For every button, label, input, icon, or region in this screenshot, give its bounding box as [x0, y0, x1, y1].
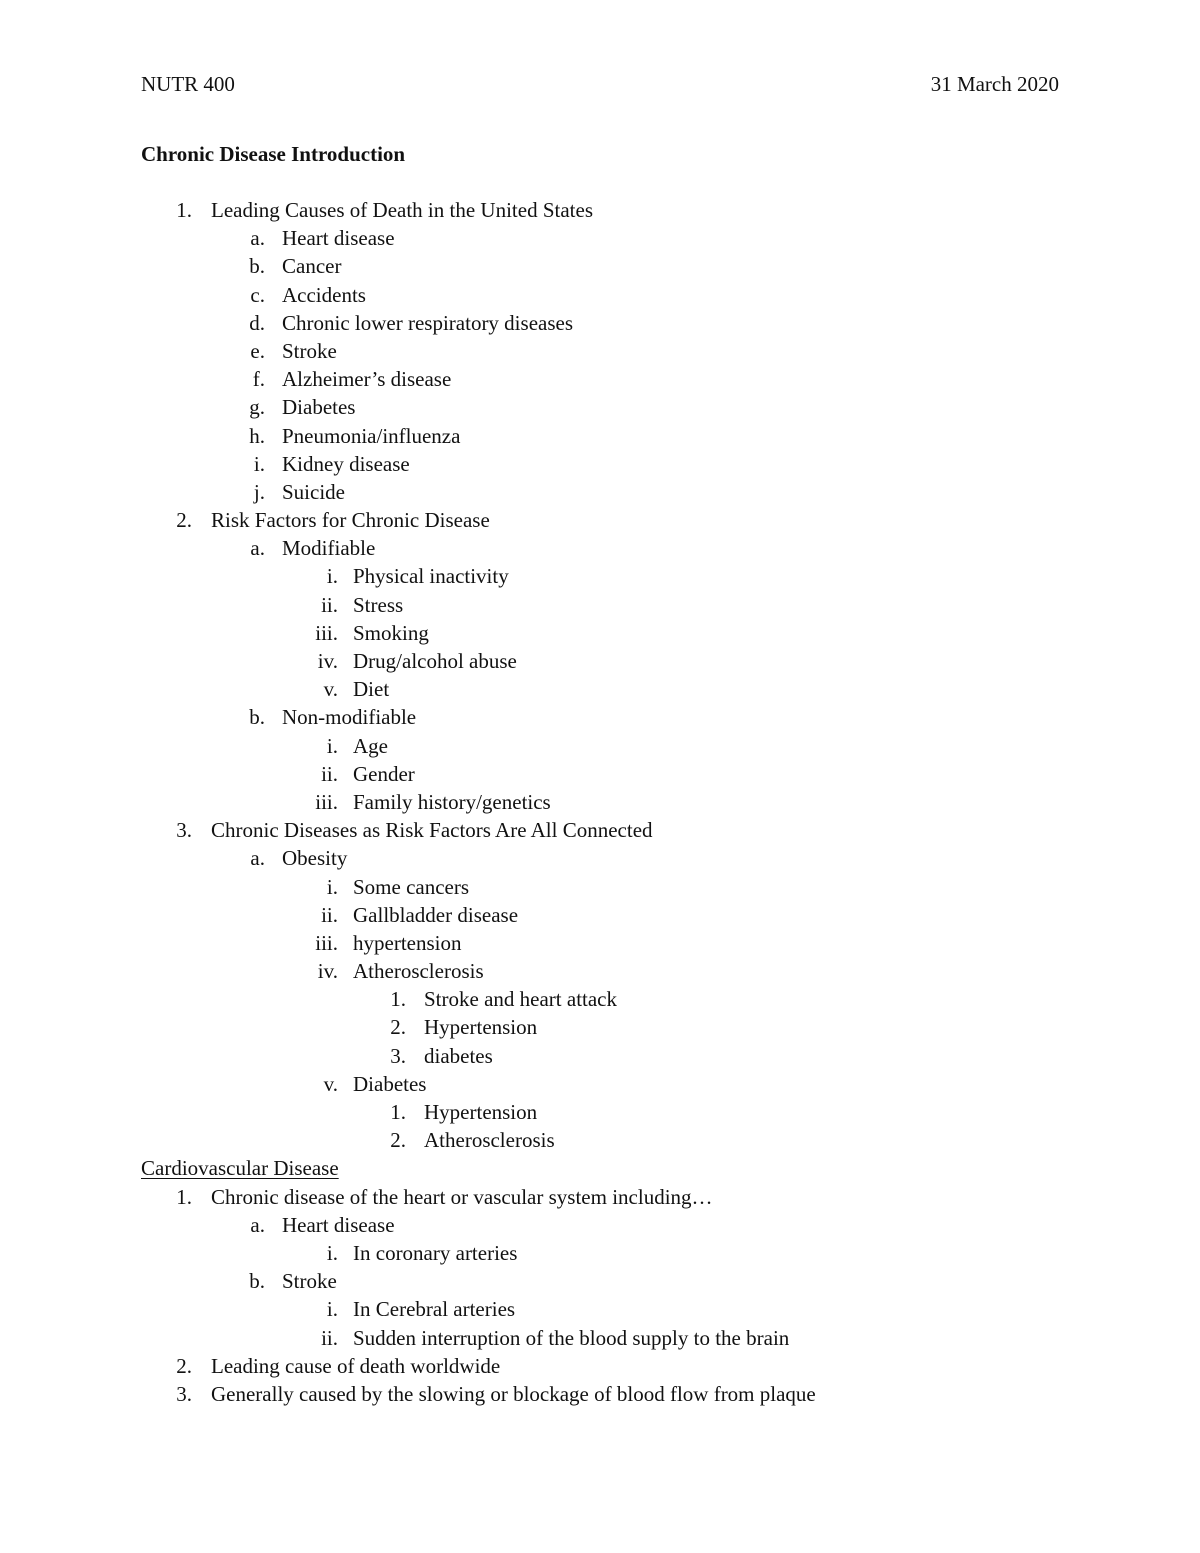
- list-marker: 2.: [176, 508, 192, 533]
- list-item: [0, 224, 1200, 252]
- list-item-text: Gallbladder disease: [353, 902, 519, 927]
- list-item: [0, 788, 1200, 816]
- list-marker: ii.: [321, 902, 338, 927]
- list-item: [0, 252, 1200, 280]
- list-item-text: Modifiable: [282, 536, 376, 561]
- list-marker: 2.: [176, 1353, 192, 1378]
- list-marker: a.: [250, 536, 265, 561]
- list-item-text: Stress: [353, 592, 404, 617]
- list-item-text: Obesity: [282, 846, 348, 871]
- list-item-text: Sudden interruption of the blood supply to the brain: [353, 1325, 790, 1350]
- list-item-text: hypertension: [353, 930, 462, 955]
- list-item-text: Accidents: [282, 282, 366, 307]
- list-marker: 3.: [176, 818, 192, 843]
- list-item-text: Gender: [353, 761, 415, 786]
- list-item-text: Alzheimer’s disease: [282, 367, 452, 392]
- list-marker: i.: [253, 451, 265, 476]
- list-item: [0, 1183, 1200, 1211]
- list-item-text: Risk Factors for Chronic Disease: [211, 508, 490, 533]
- list-marker: f.: [252, 367, 265, 392]
- list-item: [0, 901, 1200, 929]
- list-marker: i.: [326, 874, 338, 899]
- list-item-text: In coronary arteries: [353, 1240, 518, 1265]
- list-item-text: Some cancers: [353, 874, 470, 899]
- list-item-text: Diabetes: [353, 1071, 427, 1096]
- list-item-text: Generally caused by the slowing or blockage of blood flow from plaque: [211, 1381, 816, 1406]
- list-item: [0, 196, 1200, 224]
- list-marker: ii.: [321, 592, 338, 617]
- list-item-text: Pneumonia/influenza: [282, 423, 461, 448]
- list-marker: g.: [249, 395, 265, 420]
- list-marker: 1.: [390, 987, 406, 1012]
- list-item: [0, 393, 1200, 421]
- outline-list: [0, 196, 1200, 1408]
- list-marker: i.: [326, 1297, 338, 1322]
- list-item: [0, 619, 1200, 647]
- list-item-text: Heart disease: [282, 1212, 395, 1237]
- list-item-text: Atherosclerosis: [353, 959, 484, 984]
- list-item: [0, 506, 1200, 534]
- list-item-text: Physical inactivity: [353, 564, 509, 589]
- list-marker: c.: [250, 282, 265, 307]
- list-marker: h.: [249, 423, 265, 448]
- list-marker: v.: [323, 1071, 338, 1096]
- list-item: [0, 844, 1200, 872]
- list-item-text: Drug/alcohol abuse: [353, 649, 517, 673]
- list-item-text: Atherosclerosis: [424, 1128, 555, 1153]
- list-item: [0, 760, 1200, 788]
- list-item: [0, 1211, 1200, 1239]
- list-item: [0, 1098, 1200, 1126]
- list-item-text: diabetes: [424, 1043, 493, 1068]
- list-marker: a.: [250, 1212, 265, 1237]
- list-item-text: Stroke: [282, 1269, 337, 1294]
- list-marker: b.: [249, 254, 265, 279]
- list-item-text: Chronic lower respiratory diseases: [282, 310, 573, 335]
- list-item-text: Kidney disease: [282, 451, 410, 476]
- list-marker: ii.: [321, 1325, 338, 1350]
- list-item: [0, 1126, 1200, 1154]
- list-marker: i.: [326, 564, 338, 589]
- list-item: [0, 1352, 1200, 1380]
- section-heading: [0, 1154, 1200, 1182]
- list-marker: i.: [326, 1240, 338, 1265]
- list-item: [0, 647, 1200, 675]
- list-item-text: Cancer: [282, 254, 342, 279]
- list-item: [0, 1042, 1200, 1070]
- document-date: 31 March 2020: [930, 72, 1059, 96]
- list-item: [0, 985, 1200, 1013]
- list-item-text: Leading Causes of Death in the United States: [211, 198, 593, 222]
- list-marker: iii.: [315, 620, 338, 645]
- list-item-text: Chronic disease of the heart or vascular system including…: [211, 1184, 713, 1209]
- list-marker: b.: [249, 1269, 265, 1294]
- list-item: [0, 957, 1200, 985]
- list-item: [0, 1324, 1200, 1352]
- list-item-text: Hypertension: [424, 1100, 538, 1124]
- list-marker: a.: [250, 226, 265, 251]
- list-item: [0, 816, 1200, 844]
- list-item-text: Heart disease: [282, 226, 395, 251]
- list-marker: 3.: [390, 1043, 406, 1068]
- list-marker: j.: [253, 479, 265, 504]
- list-item-text: Hypertension: [424, 1015, 538, 1040]
- list-item: [0, 1239, 1200, 1267]
- list-item-text: Stroke: [282, 338, 337, 363]
- list-item-text: Age: [353, 733, 388, 758]
- list-item: [0, 365, 1200, 393]
- list-item: [0, 675, 1200, 703]
- list-item: [0, 1267, 1200, 1295]
- list-item: [0, 450, 1200, 478]
- list-marker: 1.: [176, 198, 192, 222]
- list-item: [0, 591, 1200, 619]
- list-marker: iv.: [317, 959, 338, 984]
- list-marker: 1.: [390, 1100, 406, 1124]
- list-item-text: Stroke and heart attack: [424, 987, 617, 1012]
- section-heading-text: Cardiovascular Disease: [141, 1156, 339, 1181]
- list-item: [0, 732, 1200, 760]
- list-marker: iv.: [317, 649, 338, 673]
- list-marker: ii.: [321, 761, 338, 786]
- list-marker: 2.: [390, 1015, 406, 1040]
- list-item-text: In Cerebral arteries: [353, 1297, 516, 1322]
- list-item: [0, 929, 1200, 957]
- list-item-text: Diabetes: [282, 395, 356, 420]
- list-item: [0, 478, 1200, 506]
- list-item: [0, 422, 1200, 450]
- list-marker: d.: [249, 310, 265, 335]
- list-marker: e.: [250, 338, 265, 363]
- list-item: [0, 562, 1200, 590]
- list-item: [0, 703, 1200, 731]
- list-item: [0, 1380, 1200, 1408]
- list-item: [0, 281, 1200, 309]
- list-item: [0, 337, 1200, 365]
- list-marker: a.: [250, 846, 265, 871]
- list-item: [0, 1013, 1200, 1041]
- list-item-text: Smoking: [353, 620, 429, 645]
- list-marker: b.: [249, 705, 265, 730]
- list-marker: 3.: [176, 1381, 192, 1406]
- list-item-text: Family history/genetics: [353, 789, 551, 814]
- list-marker: iii.: [315, 930, 338, 955]
- list-marker: iii.: [315, 789, 338, 814]
- list-item-text: Non-modifiable: [282, 705, 417, 730]
- list-marker: v.: [323, 677, 338, 702]
- list-marker: 1.: [176, 1184, 192, 1209]
- list-item-text: Leading cause of death worldwide: [211, 1353, 501, 1378]
- list-item-text: Chronic Diseases as Risk Factors Are All Connected: [211, 818, 653, 843]
- list-item: [0, 309, 1200, 337]
- list-item: [0, 534, 1200, 562]
- list-item-text: Diet: [353, 677, 390, 702]
- course-code: NUTR 400: [141, 72, 235, 96]
- list-marker: i.: [326, 733, 338, 758]
- list-item: [0, 1295, 1200, 1323]
- list-item: [0, 873, 1200, 901]
- page-title: Chronic Disease Introduction: [141, 142, 406, 166]
- list-marker: 2.: [390, 1128, 406, 1153]
- list-item-text: Suicide: [282, 479, 345, 504]
- list-item: [0, 1070, 1200, 1098]
